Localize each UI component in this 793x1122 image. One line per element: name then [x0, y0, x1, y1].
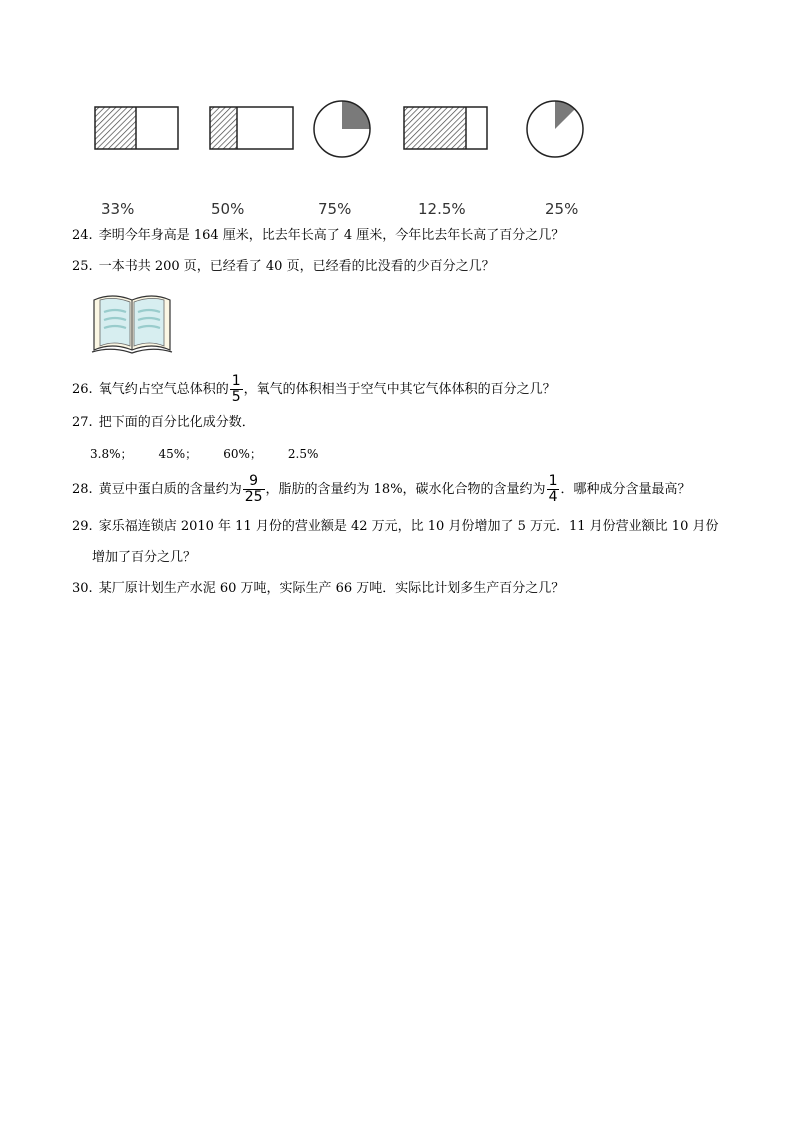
- label-2: 50%: [211, 200, 245, 218]
- rect-shape-2: [209, 106, 295, 150]
- question-28: 28. 黄豆中蛋白质的含量约为 $\frac{9}{25}$ ，脂肪的含量约为 18%，碳水化合物的含量约为 $\frac{1}{4}$ ．哪种成分含量最高？: [72, 473, 691, 505]
- circle-shape-2: [524, 98, 588, 160]
- fraction-1-4: $\frac{1}{4}$: [548, 473, 558, 505]
- question-24: 24. 李明今年身高是 164 厘米，比去年长高了 4 厘米，今年比去年长高了百分之几？: [72, 228, 565, 243]
- rect-shape-3: [403, 106, 489, 150]
- shaded-part: [210, 107, 237, 149]
- label-4: 12.5%: [418, 200, 466, 218]
- shaded-part: [404, 107, 466, 149]
- question-29-continued: 增加了百分之几？: [92, 550, 197, 565]
- shaded-part: [95, 107, 136, 149]
- shaded-shapes-figure: [88, 92, 588, 222]
- question-29: 29. 家乐福连锁店 2010 年 11 月份的营业额是 42 万元，比 10 月份增加了 5 万元．11 月份营业额比 10 月份: [72, 519, 719, 534]
- question-25: 25. 一本书共 200 页，已经看了 40 页，已经看的比没看的少百分之几？: [72, 259, 495, 274]
- fraction-1-5: $\frac{1}{5}$: [231, 373, 241, 405]
- circle-shape-1: [311, 98, 375, 160]
- fraction-9-25: $\frac{9}{25}$: [244, 473, 263, 505]
- shaded-part: [555, 101, 575, 129]
- rect-shape-1: [94, 106, 180, 150]
- question-27: 27. 把下面的百分比化成分数．: [72, 415, 255, 430]
- percent-values: 3.8%； 45%； 60%； 2.5%: [90, 447, 319, 461]
- label-5: 25%: [545, 200, 579, 218]
- question-30: 30. 某厂原计划生产水泥 60 万吨，实际生产 66 万吨．实际比计划多生产百分之几？: [72, 581, 565, 596]
- question-26: 26. 氧气约占空气总体积的 $\frac{1}{5}$ ，氧气的体积相当于空气中其它气体体积的百分之几？: [72, 373, 556, 405]
- label-3: 75%: [318, 200, 352, 218]
- open-book-icon: [90, 290, 174, 356]
- label-1: 33%: [101, 200, 135, 218]
